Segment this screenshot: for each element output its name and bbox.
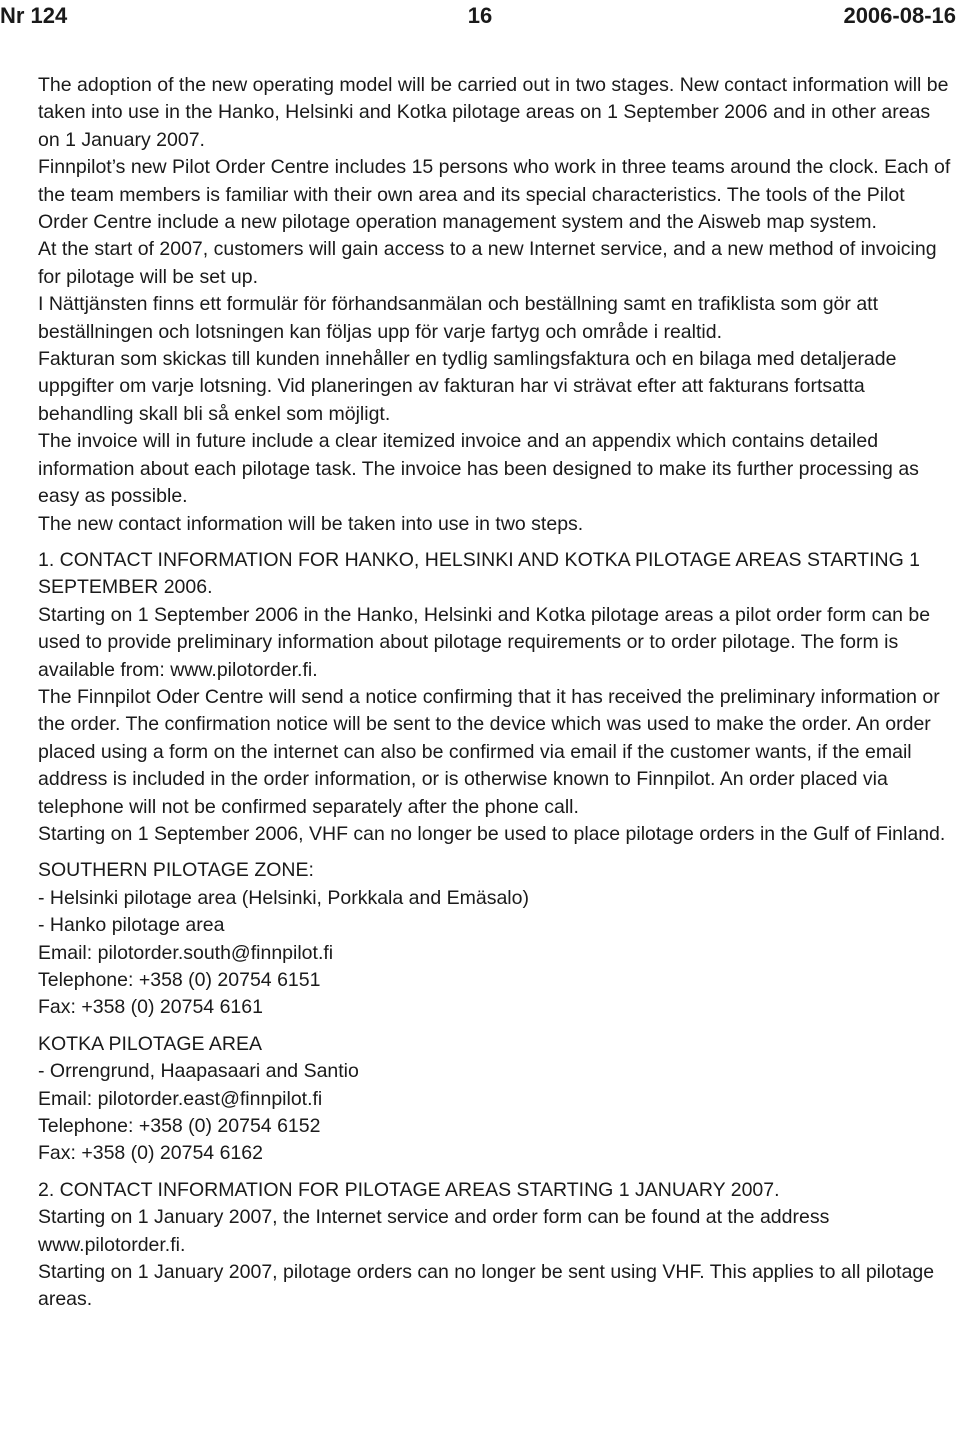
- paragraph: Starting on 1 September 2006, VHF can no longer be used to place pilotage orders in the Gulf of Finland.: [38, 822, 946, 845]
- section2-heading: 2. CONTACT INFORMATION FOR PILOTAGE AREAS STARTING 1 JANUARY 2007.: [38, 1178, 780, 1201]
- page-header: [0, 0, 960, 40]
- kotka-area-locations: - Orrengrund, Haapasaari and Santio: [38, 1060, 359, 1083]
- section1-heading: 1. CONTACT INFORMATION FOR HANKO, HELSINKI AND KOTKA PILOTAGE AREAS STARTING 1 SEPTEMBER 2006.: [38, 548, 920, 599]
- southern-zone-area: - Hanko pilotage area: [38, 914, 225, 937]
- paragraph: The adoption of the new operating model will be carried out in two stages. New contact information will be taken into use in the Hanko, Helsinki and Kotka pilotage areas on 1 September 2006 and in other areas on 1 January 2007.: [38, 74, 949, 151]
- paragraph: The Finnpilot Oder Centre will send a notice confirming that it has received the preliminary information or the order. The confirmation notice will be sent to the device which was used to make the order. An order placed using a form on the internet can also be confirmed via email if the customer wants, if the email address is included in the order information, or is otherwise known to Finnpilot. An order placed via telephone will not be confirmed separately after the phone call.: [38, 685, 940, 818]
- southern-zone-email: Email: pilotorder.south@finnpilot.fi: [38, 941, 334, 964]
- article-body: [38, 72, 954, 1314]
- paragraph: At the start of 2007, customers will gain access to a new Internet service, and a new method of invoicing for pilotage will be set up.: [38, 238, 937, 288]
- paragraph: I Nättjänsten finns ett formulär för förhandsanmälan och beställning samt en trafiklista som gör att beställningen och lotsningen kan följas upp för varje fartyg och område i realtid.: [38, 293, 878, 343]
- paragraph: Finnpilot’s new Pilot Order Centre includes 15 persons who work in three teams around the clock. Each of the team members is familiar with their own area and its special characteristics. The tools of the Pilot Order Centre include a new pilotage operation management system and the Aisweb map system.: [38, 156, 951, 234]
- paragraph: Fakturan som skickas till kunden innehåller en tydlig samlingsfaktura och en bilaga med detaljerade uppgifter om varje lotsning. Vid planeringen av fakturan har vi strävat efter att fakturans fortsatta behandling skall bli så enkel som möjligt.: [38, 348, 897, 425]
- paragraph: The new contact information will be taken into use in two steps.: [38, 512, 584, 535]
- kotka-area-fax: Fax: +358 (0) 20754 6162: [38, 1142, 263, 1165]
- southern-zone-title: SOUTHERN PILOTAGE ZONE:: [38, 859, 314, 882]
- southern-zone-telephone: Telephone: +358 (0) 20754 6151: [38, 969, 321, 991]
- kotka-area-telephone: Telephone: +358 (0) 20754 6152: [38, 1115, 321, 1138]
- issue-number: Nr 124: [0, 3, 68, 28]
- kotka-area-title: KOTKA PILOTAGE AREA: [38, 1032, 262, 1055]
- page-number: 16: [467, 3, 493, 28]
- paragraph: Starting on 1 September 2006 in the Hanko, Helsinki and Kotka pilotage areas a pilot order form can be used to provide preliminary information about pilotage requirements or to order pilotage. The form is available from: www.pilotorder.fi.: [38, 603, 931, 681]
- southern-zone-fax: Fax: +358 (0) 20754 6161: [38, 996, 263, 1019]
- paragraph: The invoice will in future include a clear itemized invoice and an appendix which contains detailed information about each pilotage task. The invoice has been designed to make its further processing as easy as possible.: [38, 430, 919, 508]
- southern-zone-area: - Helsinki pilotage area (Helsinki, Porkkala and Emäsalo): [38, 886, 529, 909]
- paragraph: Starting on 1 January 2007, pilotage orders can no longer be sent using VHF. This applies to all pilotage areas.: [38, 1261, 935, 1311]
- kotka-area-email: Email: pilotorder.east@finnpilot.fi: [38, 1087, 323, 1110]
- issue-date: 2006-08-16: [843, 3, 956, 28]
- paragraph: Starting on 1 January 2007, the Internet service and order form can be found at the address www.pilotorder.fi.: [38, 1206, 830, 1256]
